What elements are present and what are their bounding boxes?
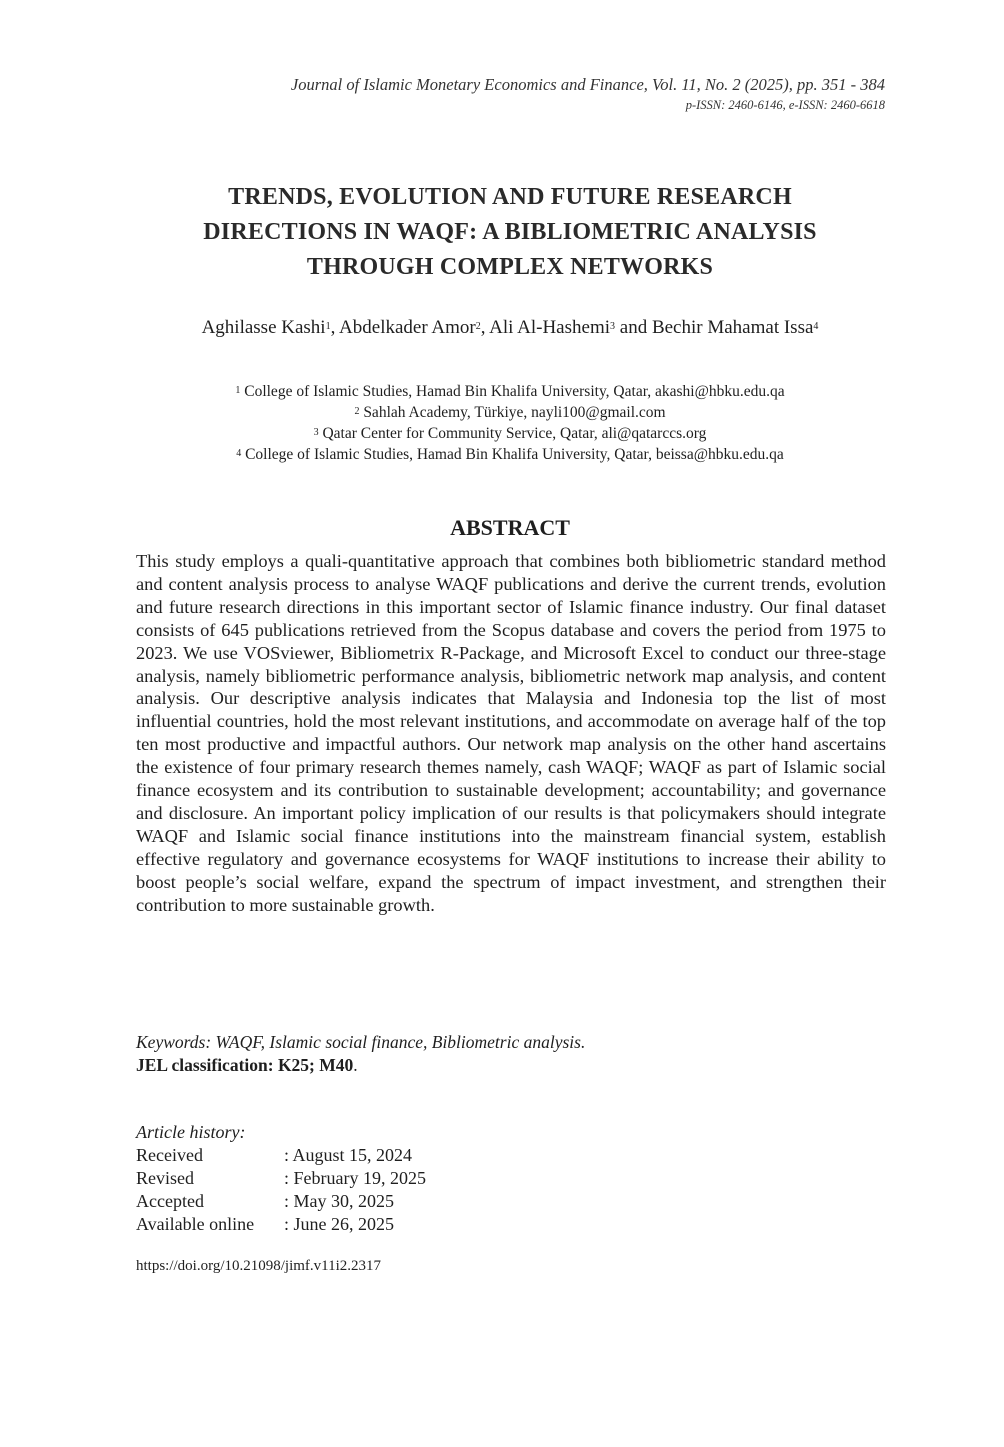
doi-link[interactable]: https://doi.org/10.21098/jimf.v11i2.2317 [136,1258,382,1274]
author-separator: , [330,317,340,338]
history-row-value: : August 15, 2024 [284,1145,413,1165]
journal-header [291,74,885,114]
history-row-label: Accepted [136,1191,204,1211]
article-history [136,1144,426,1236]
affiliation-superscript: 3 [313,427,319,438]
history-row-label: Available online [136,1214,255,1234]
jel-label: JEL classification: K25; M40 [136,1055,354,1075]
affiliation-superscript: 4 [236,448,242,459]
journal-citation: Journal of Islamic Monetary Economics and Finance, Vol. 11, No. 2 (2025), pp. 351 - 384 [290,75,885,94]
history-row [136,1190,426,1213]
affiliation-superscript: 2 [354,406,360,417]
history-row-value: : June 26, 2025 [284,1214,394,1234]
jel-classification [136,1054,358,1076]
author-separator: , [480,317,490,338]
history-row-label: Revised [136,1168,194,1188]
affiliation [100,423,920,444]
abstract-body: This study employs a quali-quantitative approach that combines both bibliometric standard method and content analysis process to analyse WAQF publications and derive the current trends, evolution and future research directions in this important sector of Islamic finance industry. Our final dataset consists of 645 publications retrieved from the Scopus database and covers the period from 1975 to 2023. We use VOSviewer, Bibliometrix R-Package, and Microsoft Excel to conduct our three-stage analysis, namely bibliometric performance analysis, bibliometric network map analysis, and content analysis. Our descriptive analysis indicates that Malaysia and Indonesia top the list of most influential countries, hold the most relevant institutions, and accommodate on average half of the top ten most productive and impactful authors. Our network map analysis on the other hand ascertains the existence of four primary research themes namely, cash WAQF; WAQF as part of Islamic social finance ecosystem and its contribution to sustainable development; accountability; and governance and disclosure. An important policy implication of our results is that policymakers should integrate WAQF and Islamic social finance institutions into the mainstream financial system, establish effective regulatory and governance ecosystems for WAQF institutions to increase their ability to boost people’s social welfare, expand the spectrum of impact investment, and strengthen their contribution to more sustainable growth. [136,551,886,915]
history-row-value: : February 19, 2025 [284,1168,426,1188]
title-line: THROUGH COMPLEX NETWORKS [306,254,714,280]
abstract-heading: ABSTRACT [450,515,570,540]
history-row [136,1144,426,1167]
author-superscript: 2 [475,321,481,332]
author-superscript: 4 [813,321,819,332]
author-name: Abdelkader Amor [339,317,476,338]
author-name: Ali Al-Hashemi [489,317,611,338]
affiliation-superscript: 1 [235,385,241,396]
keywords: Keywords: WAQF, Islamic social finance, Bibliometric analysis. [136,1032,586,1052]
affiliation-text: Qatar Center for Community Service, Qatar, ali@qatarccs.org [322,425,707,442]
affiliation [100,381,920,402]
affiliation-text: College of Islamic Studies, Hamad Bin Khalifa University, Qatar, akashi@hbku.edu.qa [244,383,785,400]
author-name: Bechir Mahamat Issa [651,317,814,338]
affiliation [100,444,920,465]
title-line: DIRECTIONS IN WAQF: A BIBLIOMETRIC ANALYSIS [203,219,817,245]
author-list [100,315,920,341]
paper-title [120,180,900,285]
history-row-value: : May 30, 2025 [284,1191,394,1211]
author-name: Aghilasse Kashi [201,317,326,338]
title-line: TRENDS, EVOLUTION AND FUTURE RESEARCH [228,184,792,210]
jel-suffix: . [353,1055,358,1075]
affiliation [100,402,920,423]
affiliation-text: College of Islamic Studies, Hamad Bin Khalifa University, Qatar, beissa@hbku.edu.qa [245,446,784,463]
affiliation-list [100,381,920,465]
history-row-label: Received [136,1145,203,1165]
affiliation-text: Sahlah Academy, Türkiye, nayli100@gmail.com [363,404,666,421]
article-history-label: Article history: [136,1122,246,1142]
history-row [136,1213,426,1236]
author-superscript: 1 [325,321,331,332]
journal-issn: p-ISSN: 2460-6146, e-ISSN: 2460-6618 [685,98,885,112]
author-separator: and [615,317,652,338]
author-superscript: 3 [610,321,616,332]
history-row [136,1167,426,1190]
